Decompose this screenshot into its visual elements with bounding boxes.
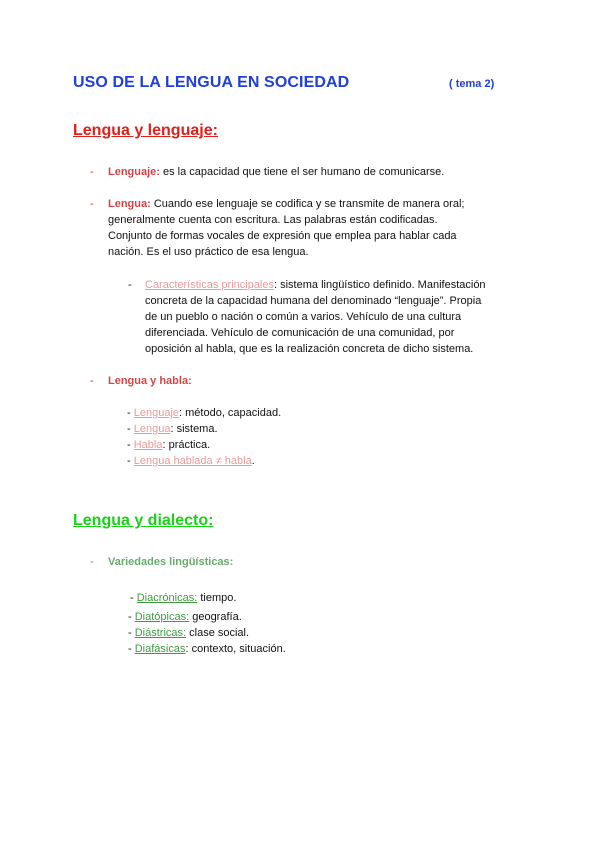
list-prefix: - bbox=[128, 643, 135, 655]
list-item bbox=[127, 453, 281, 469]
list-item bbox=[127, 421, 281, 437]
list-item bbox=[128, 641, 286, 657]
lengua-habla-list bbox=[127, 405, 281, 469]
list-text: : práctica. bbox=[162, 439, 211, 451]
bullet-dash: - bbox=[90, 375, 94, 387]
paragraph-line: de un pueblo o nación o común a varios. Vehículo de una cultura bbox=[145, 311, 462, 323]
list-text: tiempo. bbox=[197, 592, 237, 604]
definition-line: nación. Es el uso práctico de esa lengua. bbox=[108, 246, 309, 258]
list-prefix: - bbox=[127, 423, 134, 435]
bullet-dash: - bbox=[90, 556, 94, 568]
list-term[interactable]: Lengua hablada ≠ habla bbox=[133, 455, 252, 467]
bullet-dash: - bbox=[128, 279, 132, 291]
list-item bbox=[127, 437, 281, 453]
term-lenguaje: Lenguaje: bbox=[108, 166, 160, 178]
definition-line: Conjunto de formas vocales de expresión que emplea para hablar cada bbox=[108, 230, 457, 242]
section-heading-lengua-lenguaje: Lengua y lenguaje: bbox=[73, 122, 218, 139]
bullet-dash: - bbox=[90, 166, 94, 178]
term-variedades: Variedades lingüísticas: bbox=[108, 556, 234, 568]
definition-lengua bbox=[108, 196, 464, 260]
list-prefix: - bbox=[128, 627, 135, 639]
list-text: : sistema. bbox=[170, 423, 218, 435]
list-text: : contexto, situación. bbox=[185, 643, 286, 655]
caracteristicas-paragraph bbox=[145, 277, 486, 357]
term-caracteristicas[interactable]: Características principales bbox=[145, 279, 274, 291]
list-prefix: - bbox=[128, 611, 135, 623]
paragraph-line: : sistema lingüístico definido. Manifestación bbox=[274, 279, 486, 291]
bullet-dash: - bbox=[90, 198, 94, 210]
list-term[interactable]: Lengua bbox=[133, 423, 171, 435]
paragraph-line: concreta de la capacidad humana del denominado “lenguaje”. Propia bbox=[145, 295, 482, 307]
definition-line: generalmente cuenta con escritura. Las palabras están codificadas. bbox=[108, 214, 438, 226]
list-item bbox=[128, 609, 286, 625]
topic-number: ( tema 2) bbox=[449, 78, 495, 90]
definition-text: es la capacidad que tiene el ser humano de comunicarse. bbox=[159, 166, 445, 178]
definition-lenguaje bbox=[108, 166, 444, 178]
variedades-list bbox=[128, 609, 286, 657]
paragraph-line: oposición al habla, que es la realización concreta de dicho sistema. bbox=[145, 343, 474, 355]
list-term[interactable]: Diafásicas bbox=[134, 643, 186, 655]
list-term[interactable]: Diatópicas: bbox=[134, 611, 190, 623]
list-item bbox=[130, 592, 236, 604]
term-lengua-habla: Lengua y habla: bbox=[108, 375, 192, 387]
list-text: clase social. bbox=[186, 627, 250, 639]
list-text: . bbox=[251, 455, 255, 467]
list-term[interactable]: Lenguaje bbox=[133, 407, 180, 419]
document-title: USO DE LA LENGUA EN SOCIEDAD bbox=[73, 74, 350, 91]
section-heading-lengua-dialecto: Lengua y dialecto: bbox=[73, 512, 214, 529]
list-text: : método, capacidad. bbox=[179, 407, 282, 419]
paragraph-line: diferenciada. Vehículo de comunicación de una comunidad, por bbox=[145, 327, 455, 339]
list-prefix: - bbox=[127, 455, 134, 467]
list-term[interactable]: Diacrónicas: bbox=[136, 592, 198, 604]
list-prefix: - bbox=[127, 407, 134, 419]
list-text: geografía. bbox=[189, 611, 242, 623]
definition-line: Cuando ese lenguaje se codifica y se transmite de manera oral; bbox=[150, 198, 465, 210]
list-term[interactable]: Habla bbox=[133, 439, 163, 451]
list-prefix: - bbox=[130, 592, 137, 604]
list-item bbox=[128, 625, 286, 641]
term-lengua: Lengua: bbox=[108, 198, 151, 210]
list-item bbox=[127, 405, 281, 421]
list-prefix: - bbox=[127, 439, 134, 451]
list-term[interactable]: Diástricas: bbox=[134, 627, 187, 639]
